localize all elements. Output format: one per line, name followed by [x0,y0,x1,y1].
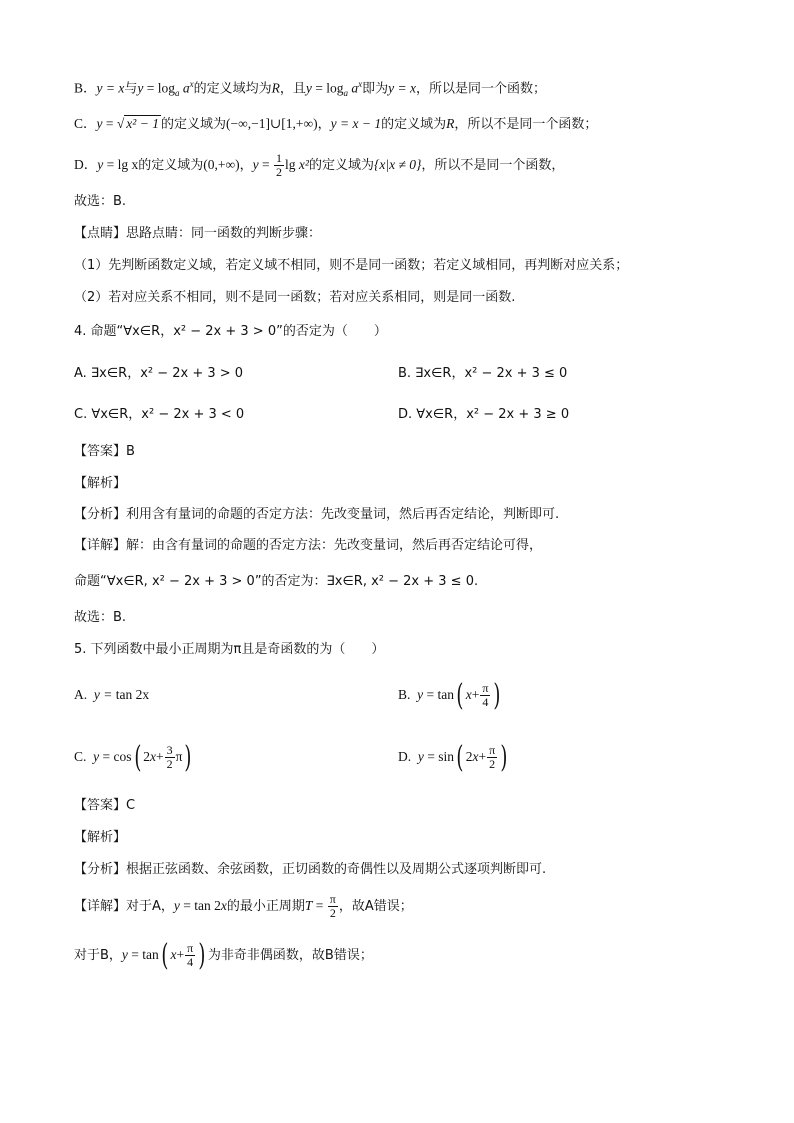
tip-step-1: （1）先判断函数定义域，若定义域不相同，则不是同一函数；若定义域相同，再判断对应关系； [74,258,629,273]
detail-5b: 对于B，y = tan( x+ $\frac{\pi}{4}$ ) 为非奇非偶函数，故B错误； [74,937,373,973]
answer-4: 【答案】B [74,444,135,459]
tip-step-2: （2）若对应关系不相同，则不是同一函数；若对应关系相同，则是同一函数. [74,290,516,305]
q5-option-b: B. y = tan( x+ $\frac{\pi}{4}$ ) [398,677,501,713]
line-option-b: B．y = x与$y = \log_a a^x$的定义域均为R，且$y = \log_a a^x$即为y = x，所以是同一个函数； [74,79,547,99]
q4-option-a: A. ∃x∈R，x² − 2x + 3 > 0 [74,366,244,381]
q4-option-d: D. ∀x∈R，x² − 2x + 3 ≥ 0 [398,407,570,422]
detail-4: 【详解】解：由含有量词的命题的否定方法：先改变量词，然后再否定结论可得， [74,538,543,553]
q5-option-a: A. y = tan 2x [74,687,150,702]
q5-option-d: D. y = sin( 2x+ $\frac{\pi}{2}$ ) [398,739,508,775]
tip-heading: 【点睛】思路点睛：同一函数的判断步骤： [74,226,322,241]
q4-option-c: C. ∀x∈R，x² − 2x + 3 < 0 [74,407,245,422]
detail-5: 【详解】对于A，y = tan 2x的最小正周期T = $\frac{\pi}{2}$ ，故A错误； [74,892,413,920]
analysis-heading-4: 【解析】 [74,476,127,491]
analysis-5: 【分析】根据正弦函数、余弦函数，正切函数的奇偶性以及周期公式逐项判断即可. [74,862,547,877]
question-4: 4. 命题“∀x∈R，x² − 2x + 3 > 0”的否定为（ ） [74,324,387,339]
detail-4b: 命题“∀x∈R, x² − 2x + 3 > 0”的否定为：∃x∈R, x² − 2x + 3 ≤ 0. [74,574,479,589]
math-y-eq-x: y = x [96,80,125,96]
line-option-c: C．y = √ x² − 1 的定义域为(−∞,−1]∪[1,+∞)，y = x − 1的定义域为R，所以不是同一个函数； [74,116,598,132]
choose-answer-2: 故选：B. [74,610,127,625]
analysis-heading-5: 【解析】 [74,830,127,845]
question-5: 5. 下列函数中最小正周期为π且是奇函数的为（ ） [74,642,385,657]
q4-option-b: B. ∃x∈R，x² − 2x + 3 ≤ 0 [398,366,568,381]
line-option-d: D．y = lg x的定义域为(0,+∞)，y = $\frac{1}{2}$ lg x²的定义域为{x|x ≠ 0}，所以不是同一个函数， [74,151,565,179]
q5-option-c: C. y = cos( 2x+ $\frac{3}{2}$ π) [74,739,192,775]
analysis-4: 【分析】利用含有量词的命题的否定方法：先改变量词，然后再否定结论，判断即可. [74,507,560,522]
choose-answer-1: 故选：B. [74,194,127,209]
answer-5: 【答案】C [74,798,136,813]
